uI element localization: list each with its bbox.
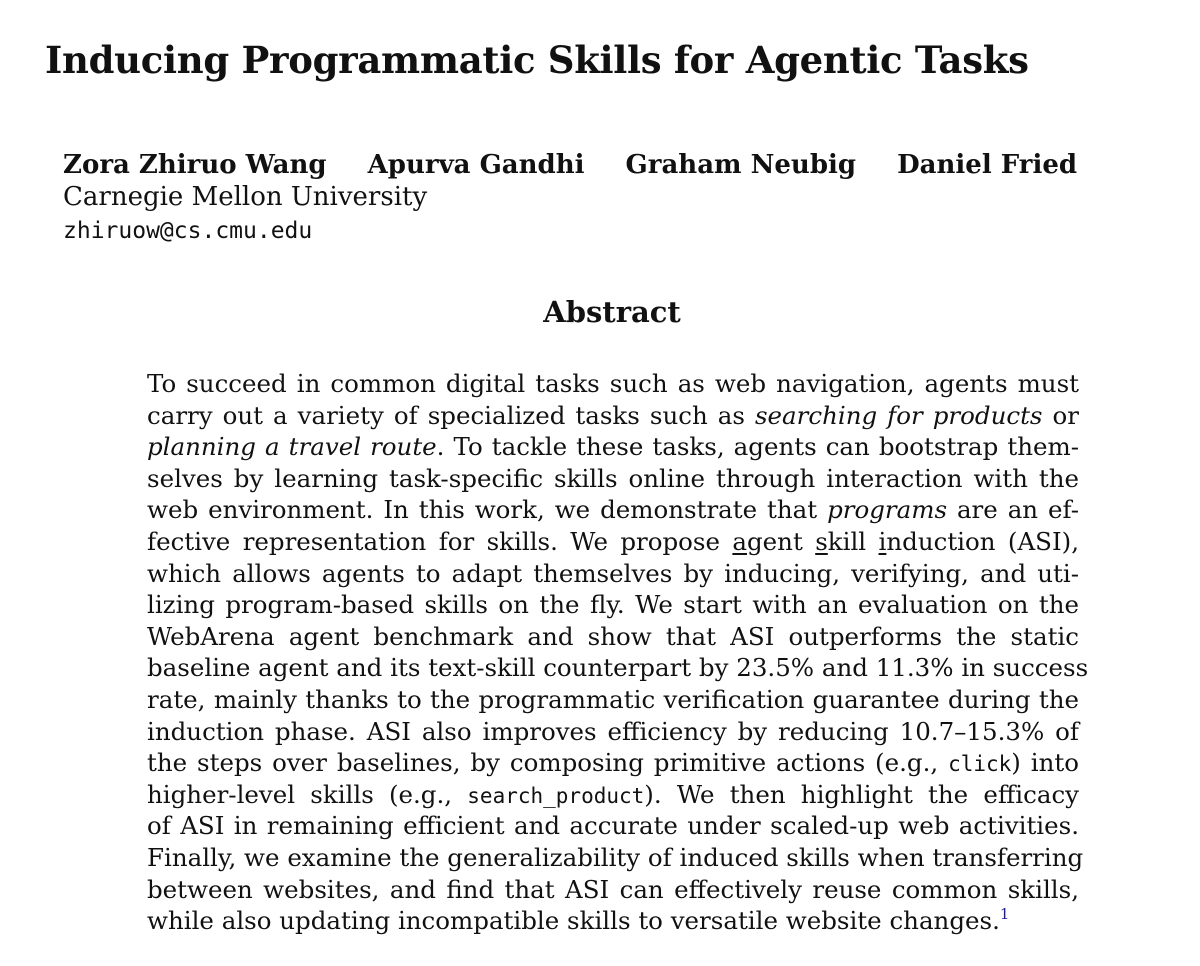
author-name: Graham Neubig: [625, 150, 857, 180]
abstract-heading: Abstract: [543, 295, 681, 329]
abstract-text: To succeed in common digital tasks such as web navigation, agents must: [147, 369, 1079, 398]
abstract-emphasis: planning a travel route: [147, 432, 437, 462]
abstract-line: [147, 779, 1079, 811]
abstract-line: [147, 716, 1079, 748]
author-list: [63, 150, 1077, 180]
abstract-line: [147, 526, 1079, 558]
abstract-text: carry out a variety of specialized tasks such as: [147, 400, 745, 430]
inline-code: click: [948, 752, 1012, 777]
abstract-line: [147, 463, 1079, 495]
abstract-body: [147, 368, 1089, 937]
abstract-text: are an ef-: [956, 495, 1079, 525]
abstract-text: selves by learning task-specific skills online through interaction with the: [147, 463, 1079, 493]
abstract-text: baseline agent and its text-skill counterpart by 23.5% and 11.3% in success: [147, 653, 1089, 683]
abstract-emphasis: searching for products: [754, 400, 1043, 430]
abstract-text: Finally, we examine the generalizability of induced skills when transferring: [147, 842, 1084, 872]
abstract-line: [147, 842, 1084, 874]
abstract-text: or: [1052, 400, 1079, 430]
abstract-line: [147, 747, 1079, 779]
abstract-text: of ASI in remaining efficient and accurate under scaled-up web activities.: [147, 811, 1079, 841]
abstract-line: [147, 558, 1079, 590]
footnote-marker[interactable]: 1: [999, 905, 1010, 924]
abstract-line: [147, 684, 1079, 716]
paper-title: Inducing Programmatic Skills for Agentic Tasks: [45, 38, 1029, 82]
author-email: zhiruow@cs.cmu.edu: [63, 218, 313, 244]
abstract-text: fective representation for skills. We propose: [147, 526, 720, 556]
abstract-text: gent: [747, 526, 803, 556]
abstract-line: [147, 494, 1079, 526]
abstract-line: [147, 652, 1089, 684]
abstract-line: [147, 431, 1079, 463]
abstract-text: higher-level skills (e.g.,: [147, 779, 453, 809]
inline-code: search_product: [467, 783, 645, 808]
author-name: Apurva Gandhi: [367, 150, 585, 180]
abstract-text: nduction (ASI),: [886, 526, 1079, 556]
abstract-text: kill: [827, 526, 867, 556]
author-name: Daniel Fried: [897, 150, 1078, 180]
abstract-text: . To tackle these tasks, agents can bootstrap them-: [436, 432, 1079, 462]
abstract-emphasis: programs: [827, 495, 948, 525]
author-name: Zora Zhiruo Wang: [63, 150, 327, 180]
abstract-text: lizing program-based skills on the fly. We start with an evaluation on the: [147, 590, 1079, 620]
abstract-text: between websites, and find that ASI can effectively reuse common skills,: [147, 874, 1079, 904]
abstract-text: induction phase. ASI also improves efficiency by reducing 10.7–15.3% of: [147, 716, 1079, 746]
abstract-text: which allows agents to adapt themselves by inducing, verifying, and uti-: [147, 558, 1079, 588]
abstract-line: [147, 589, 1079, 621]
abstract-line: [147, 368, 1079, 400]
abstract-text: WebArena agent benchmark and show that ASI outperforms the static: [147, 621, 1079, 651]
abstract-line: [147, 621, 1079, 653]
author-affiliation: Carnegie Mellon University: [63, 182, 428, 212]
abstract-text: rate, mainly thanks to the programmatic verification guarantee during the: [147, 684, 1079, 714]
abstract-text: the steps over baselines, by composing primitive actions (e.g.,: [147, 748, 939, 778]
acronym-underline: i: [878, 526, 887, 556]
abstract-text: ). We then highlight the efficacy: [644, 779, 1080, 809]
abstract-text: while also updating incompatible skills to versatile website changes.: [147, 906, 1000, 936]
abstract-line: [147, 810, 1079, 842]
acronym-underline: s: [815, 526, 828, 556]
abstract-line: [147, 874, 1079, 906]
abstract-line: [147, 400, 1079, 432]
abstract-text: ) into: [1011, 748, 1079, 778]
abstract-line: [147, 905, 1079, 937]
abstract-text: web environment. In this work, we demonstrate that: [147, 495, 818, 525]
acronym-underline: a: [732, 526, 747, 556]
